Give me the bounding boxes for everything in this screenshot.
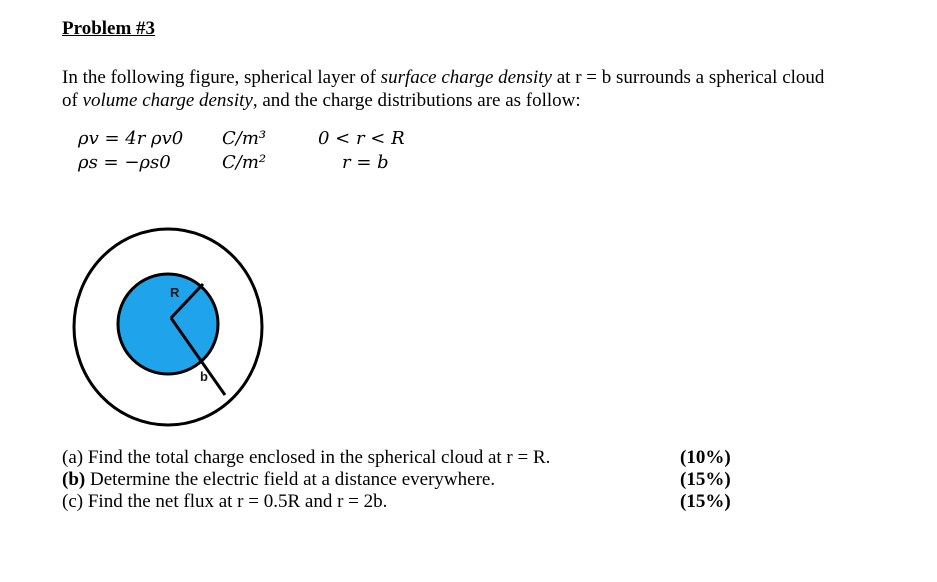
question-a [62, 447, 550, 469]
equation-volume-unit: C/m³ [222, 128, 267, 149]
intro-surface-term: surface charge density [380, 67, 552, 88]
intro-part1: In the following figure, spherical layer of [62, 67, 381, 88]
equation-volume-lhs: ρv = 4r ρv0 [78, 128, 184, 149]
points-c: (15%) [680, 491, 731, 512]
question-b [62, 469, 495, 491]
label-b: b [200, 369, 208, 384]
intro-part3: of [62, 90, 83, 111]
question-c-text: Find the net flux at r = 0.5R and r = 2b. [87, 491, 388, 512]
equation-surface-lhs: ρs = −ρs0 [78, 152, 171, 173]
problem-intro [62, 66, 882, 112]
label-R: R [170, 285, 180, 300]
question-b-label: (b) [62, 469, 86, 490]
equation-surface-condition: r = b [342, 152, 389, 173]
spherical-charge-figure [70, 220, 280, 440]
equation-volume-condition: 0 < r < R [318, 128, 405, 149]
points-b: (15%) [680, 469, 731, 490]
intro-part4: , and the charge distributions are as follow: [252, 90, 581, 111]
question-a-text: Find the total charge enclosed in the spherical cloud at r = R. [87, 447, 551, 468]
inner-cloud-circle [118, 274, 218, 374]
question-c-label: (c) [62, 491, 84, 512]
question-c [62, 491, 387, 513]
question-a-label: (a) [62, 447, 84, 468]
problem-title: Problem #3 [62, 18, 156, 39]
intro-volume-term: volume charge density [82, 90, 253, 111]
points-a: (10%) [680, 447, 731, 468]
equation-surface-unit: C/m² [222, 152, 267, 173]
intro-part2: at r = b surrounds a spherical cloud [551, 67, 825, 88]
question-b-text: Determine the electric field at a distance everywhere. [89, 469, 496, 490]
